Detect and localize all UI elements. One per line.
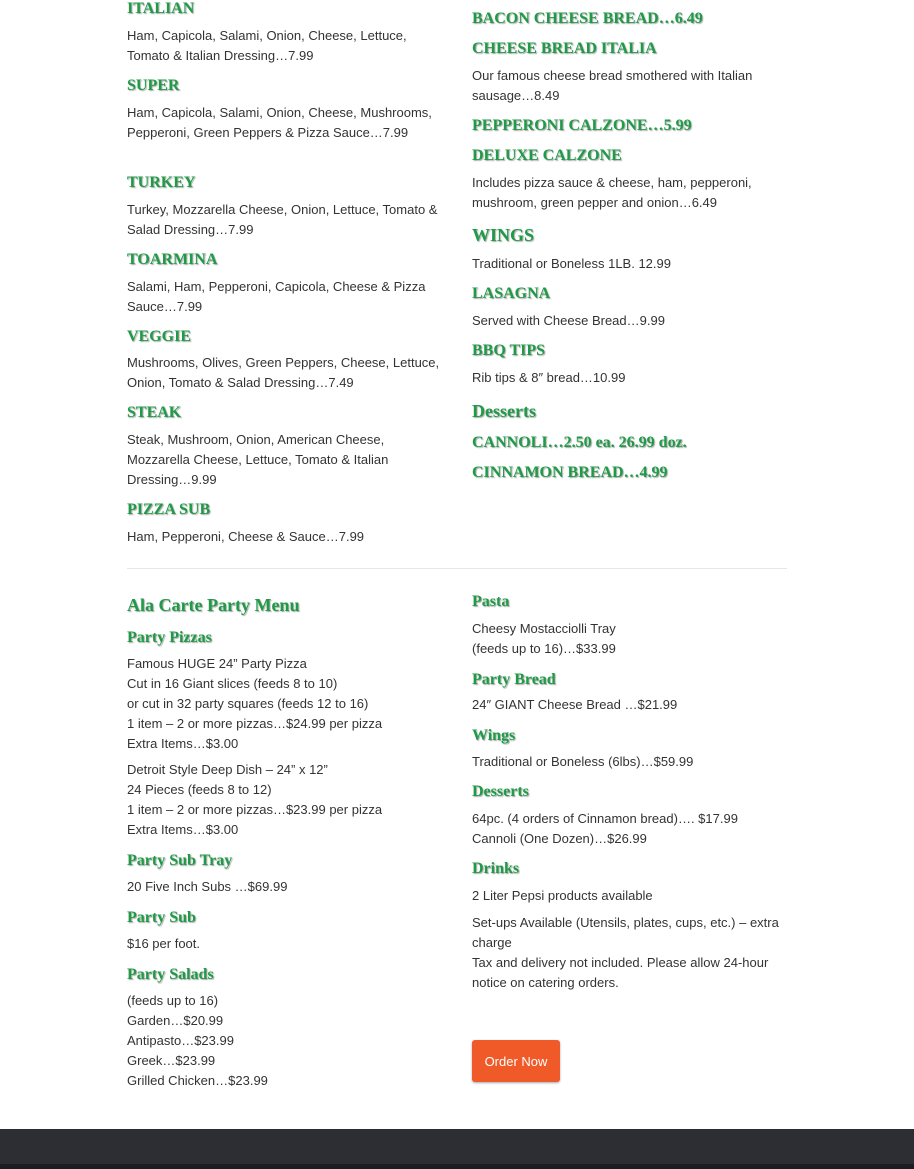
footer	[0, 1129, 914, 1169]
drinks-heading: Drinks	[472, 860, 520, 877]
deluxe-calzone-heading: DELUXE CALZONE	[472, 147, 622, 164]
sub-desc-turkey: Turkey, Mozzarella Cheese, Onion, Lettuce, Tomato & Salad Dressing…7.99	[127, 202, 438, 237]
sub-name-turkey: TURKEY	[127, 174, 196, 191]
party-desserts-heading: Desserts	[472, 783, 529, 800]
party-bread-text: 24″ GIANT Cheese Bread …$21.99	[472, 697, 678, 712]
sub-desc-super: Ham, Capicola, Salami, Onion, Cheese, Mushrooms, Pepperoni, Green Peppers & Pizza Sauce…7.99	[127, 105, 432, 140]
sub-desc-steak: Steak, Mushroom, Onion, American Cheese, Mozzarella Cheese, Lettuce, Tomato & Italian Dressing…9.99	[127, 432, 389, 487]
sub-desc-italian: Ham, Capicola, Salami, Onion, Cheese, Lettuce, Tomato & Italian Dressing…7.99	[127, 28, 407, 63]
desserts-heading: Desserts	[472, 401, 536, 421]
setups-text: Set-ups Available (Utensils, plates, cups, etc.) – extra charge Tax and delivery not included. Please allow 24-hour notice on catering orders.	[472, 915, 779, 990]
section-divider	[127, 568, 787, 569]
sub-name-veggie: VEGGIE	[127, 328, 192, 345]
party-wings-text: Traditional or Boneless (6lbs)…$59.99	[472, 754, 694, 769]
bbq-tips-heading: BBQ TIPS	[472, 342, 546, 359]
party-menu-title: Ala Carte Party Menu	[127, 595, 300, 615]
party-sub-heading: Party Sub	[127, 909, 196, 926]
sub-name-italian: ITALIAN	[127, 0, 195, 17]
drinks-text: 2 Liter Pepsi products available	[472, 888, 653, 903]
sub-desc-pizza-sub: Ham, Pepperoni, Cheese & Sauce…7.99	[127, 529, 365, 544]
party-desserts-text: 64pc. (4 orders of Cinnamon bread)…. $17.99 Cannoli (One Dozen)…$26.99	[472, 811, 738, 846]
party-pizzas-text-2: Detroit Style Deep Dish – 24” x 12” 24 Pieces (feeds 8 to 12) 1 item – 2 or more pizzas…$23.99 per pizza Extra Items…$3.00	[127, 762, 383, 837]
cheese-bread-italia-heading: CHEESE BREAD ITALIA	[472, 40, 657, 57]
pepperoni-calzone-heading: PEPPERONI CALZONE…5.99	[472, 117, 692, 134]
party-pizzas-text-1: Famous HUGE 24” Party Pizza Cut in 16 Giant slices (feeds 8 to 10) or cut in 32 party squares (feeds 12 to 16) 1 item – 2 or more pizzas…$24.99 per pizza Extra Items…$3.00	[127, 656, 383, 751]
party-bread-heading: Party Bread	[472, 671, 556, 688]
sub-name-super: SUPER	[127, 77, 180, 94]
sub-name-pizza-sub: PIZZA SUB	[127, 501, 211, 518]
party-wings-heading: Wings	[472, 727, 516, 744]
wings-desc: Traditional or Boneless 1LB. 12.99	[472, 256, 671, 271]
sub-desc-toarmina: Salami, Ham, Pepperoni, Capicola, Cheese & Pizza Sauce…7.99	[127, 279, 426, 314]
party-salads-heading: Party Salads	[127, 966, 214, 983]
lasagna-heading: LASAGNA	[472, 285, 551, 302]
pasta-text: Cheesy Mostacciolli Tray (feeds up to 16)…$33.99	[472, 621, 616, 656]
order-now-button[interactable]: Order Now	[472, 1040, 560, 1082]
party-sub-tray-text: 20 Five Inch Subs …$69.99	[127, 879, 288, 894]
cinnamon-bread-heading: CINNAMON BREAD…4.99	[472, 464, 668, 481]
party-sub-text: $16 per foot.	[127, 936, 200, 951]
sub-name-toarmina: TOARMINA	[127, 251, 218, 268]
wings-heading: WINGS	[472, 225, 535, 245]
lasagna-desc: Served with Cheese Bread…9.99	[472, 313, 665, 328]
party-salads-text: (feeds up to 16) Garden…$20.99 Antipasto…$23.99 Greek…$23.99 Grilled Chicken…$23.99	[127, 993, 268, 1088]
sub-desc-veggie: Mushrooms, Olives, Green Peppers, Cheese, Lettuce, Onion, Tomato & Salad Dressing…7.49	[127, 355, 440, 390]
cheese-bread-italia-desc: Our famous cheese bread smothered with Italian sausage…8.49	[472, 68, 753, 103]
party-sub-tray-heading: Party Sub Tray	[127, 852, 233, 869]
pasta-heading: Pasta	[472, 593, 510, 610]
deluxe-calzone-desc: Includes pizza sauce & cheese, ham, pepperoni, mushroom, green pepper and onion…6.49	[472, 175, 752, 210]
party-pizzas-heading: Party Pizzas	[127, 629, 212, 646]
footer-bottom-strip	[0, 1164, 914, 1169]
cannoli-heading: CANNOLI…2.50 ea. 26.99 doz.	[472, 434, 687, 451]
sub-name-steak: STEAK	[127, 404, 182, 421]
bacon-cheese-bread-heading: BACON CHEESE BREAD…6.49	[472, 10, 703, 27]
bbq-tips-desc: Rib tips & 8″ bread…10.99	[472, 370, 626, 385]
